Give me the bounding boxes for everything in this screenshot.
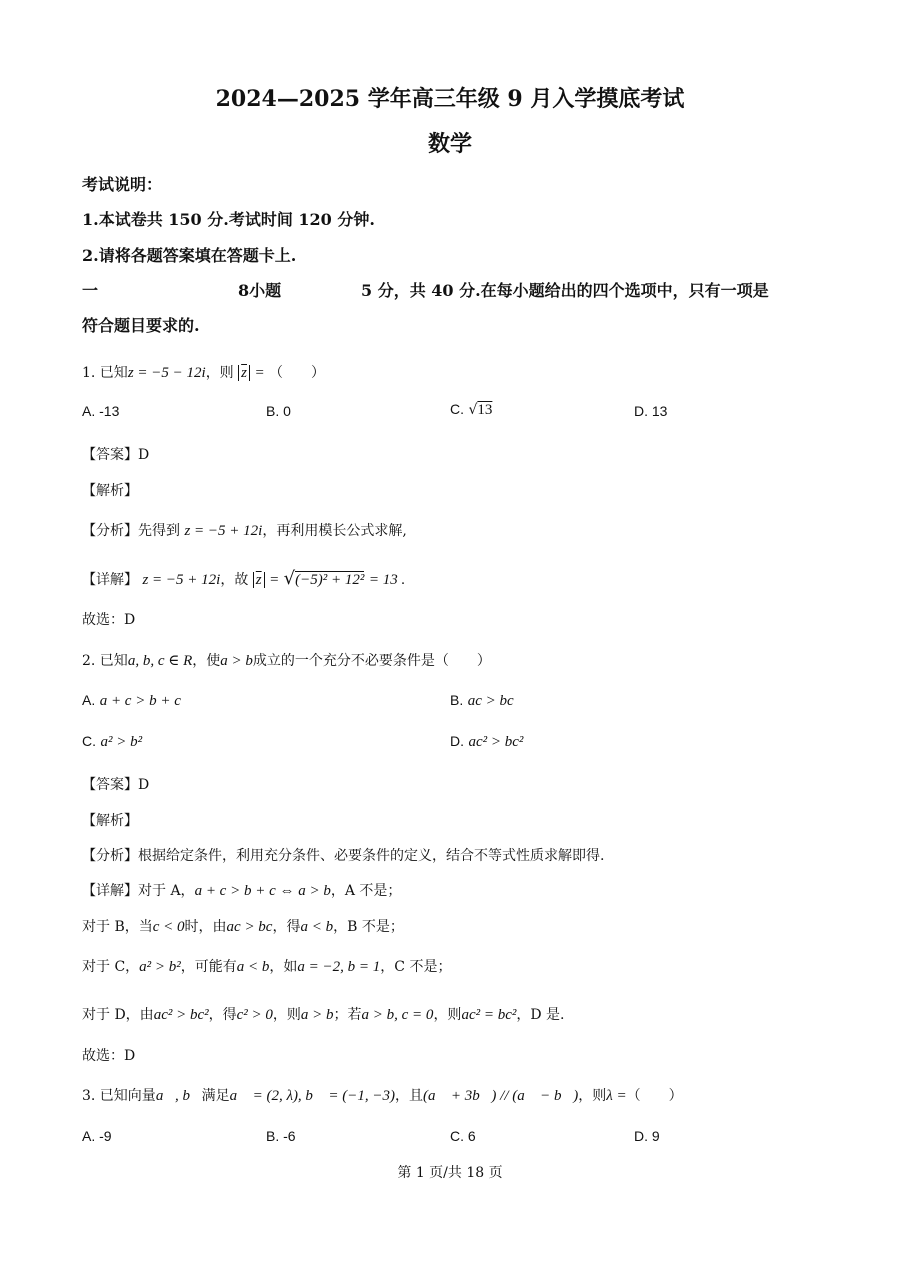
sqrt-icon: √ <box>468 402 478 418</box>
q1-analysis-heading: 【解析】 <box>82 483 138 499</box>
q3-option-c: C. 6 <box>450 1128 476 1144</box>
q2-detail-a: 【详解】对于 A，a + c > b + c ⇔ a > b，A 不是； <box>82 883 402 899</box>
q2-option-d: D. ac² > bc² <box>450 733 524 750</box>
section-text: 5 分，共 40 分.在每小题给出的四个选项中，只有一项是 <box>361 281 769 300</box>
instruction-item-2: 2.请将各题答案填在答题卡上. <box>82 246 297 265</box>
q2-choice: 故选：D <box>82 1048 136 1064</box>
q1-eq-z: z = −5 − 12i <box>127 365 206 381</box>
q2-detail-b: 对于 B，当c < 0时，由ac > bc，得a < b，B 不是； <box>82 919 404 935</box>
subject-title: 数学 <box>427 131 472 157</box>
q3-option-b: B. -6 <box>266 1128 296 1144</box>
q1-answer: 【答案】D <box>82 447 150 463</box>
q2-analysis-heading: 【解析】 <box>82 813 138 829</box>
section-label: 8小题 <box>238 281 282 300</box>
q1-option-c: C. √13 <box>450 401 493 418</box>
q2-option-b: B. ac > bc <box>450 692 514 709</box>
q1-option-d: D. 13 <box>634 403 668 419</box>
section-text-line2: 符合题目要求的. <box>82 316 200 335</box>
q2-detail-c: 对于 C，a² > b²，可能有a < b，如a = −2, b = 1，C 不是； <box>82 959 452 975</box>
q3-stem: 3. 已知向量a⃗, b⃗满足a⃗ = (2, λ), b⃗ = (−1, −3)，且(a⃗ + 3b⃗) // (a⃗ − b⃗)，则λ =（ ） <box>82 1088 683 1104</box>
q2-option-a: A. a + c > b + c <box>82 692 181 709</box>
q3-option-a: A. -9 <box>82 1128 112 1144</box>
q2-analysis: 【分析】根据给定条件，利用充分条件、必要条件的定义，结合不等式性质求解即得. <box>82 848 605 864</box>
q2-option-c: C. a² > b² <box>82 733 143 750</box>
instructions-heading: 考试说明： <box>82 175 163 194</box>
q2-answer: 【答案】D <box>82 777 150 793</box>
q2-detail-d: 对于 D，由ac² > bc²，得c² > 0，则a > b；若a > b, c = 0，则ac² = bc²，D 是. <box>82 1007 565 1023</box>
q1-analysis: 【分析】先得到 z = −5 + 12i，再利用模长公式求解, <box>82 523 407 539</box>
q1-abs-zbar: $\overline{z}$ <box>238 365 250 381</box>
q1-stem: 1. 已知z = −5 − 12i，则 $\overline{z}$ = （ ） <box>82 365 326 381</box>
instruction-item-1: 1.本试卷共 150 分.考试时间 120 分钟. <box>82 210 375 229</box>
page-number: 第 1 页/共 18 页 <box>397 1165 503 1181</box>
section-prefix: 一 <box>82 281 99 300</box>
q1-choice: 故选：D <box>82 612 136 628</box>
exam-title: 2024—2025 学年高三年级 9 月入学摸底考试 <box>215 86 685 112</box>
q1-detail: 【详解】 z = −5 + 12i，故 $\overline{z} = √(-5)^2 + 12^2 = 13$ . <box>82 568 406 589</box>
sqrt-icon: √ <box>283 568 296 589</box>
q3-option-d: D. 9 <box>634 1128 660 1144</box>
q1-option-b: B. 0 <box>266 403 291 419</box>
q2-stem: 2. 已知a, b, c ∈ R，使a > b成立的一个充分不必要条件是（ ） <box>82 653 491 669</box>
q1-option-a: A. -13 <box>82 403 120 419</box>
